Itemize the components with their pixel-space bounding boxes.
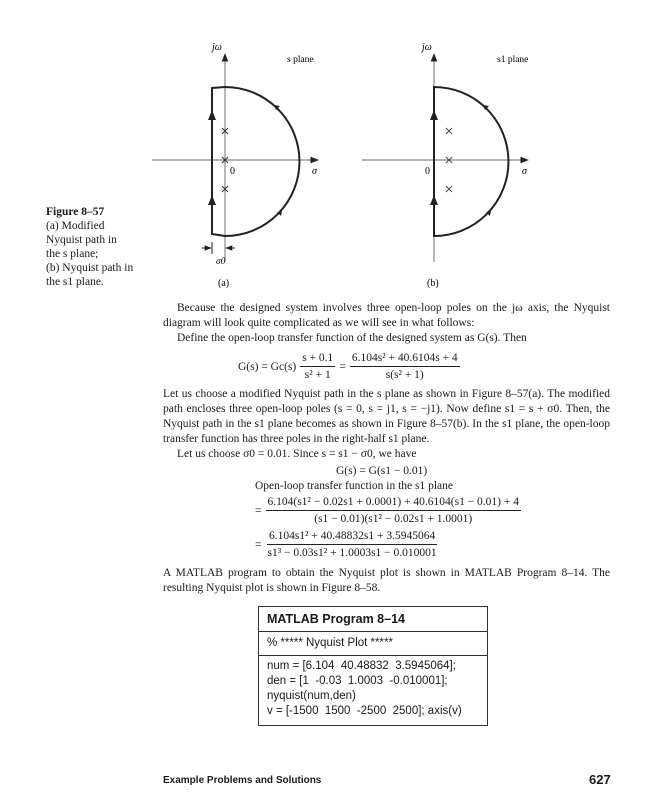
eq-lhs: G(s) = Gc(s) <box>238 360 297 373</box>
caption-line: (a) Modified <box>46 220 105 232</box>
caption-line: (b) Nyquist path in <box>46 262 134 274</box>
eq-num: 6.104s² + 40.6104s + 4 <box>350 351 460 367</box>
plane-label: s1 plane <box>497 55 529 65</box>
eq-den: s² + 1 <box>304 369 331 381</box>
panel-b-s1-plane <box>362 42 528 289</box>
footer-section: Example Problems and Solutions <box>163 775 322 786</box>
equation-g-s <box>238 351 610 382</box>
eq-den: (s1 − 0.01)(s1² − 0.02s1 + 1.0001) <box>314 513 473 525</box>
plane-label: s plane <box>287 55 314 65</box>
panel-a-label: (a) <box>218 278 230 289</box>
program-title: MATLAB Program 8–14 <box>259 607 487 632</box>
eq-sign: = <box>255 538 262 551</box>
caption-line: the s1 plane. <box>46 276 104 288</box>
paragraph-3: Let us choose a modified Nyquist path in the s plane as shown in Figure 8–57(a). The modified path encloses three open-loop poles (s = 0, s = j1, s = −j1). Now define s1 = s + σ0. Then, the Nyquist path in the s1 plane becomes as shown in Figure 8–57(b). In the s1 plane, the open-loop transfer function has three poles in the right-half s1 plane. <box>163 388 610 445</box>
sigma-label: σ <box>522 166 527 177</box>
origin-label: 0 <box>425 166 430 177</box>
paragraph-4: Let us choose σ0 = 0.01. Since s = s1 − σ0, we have <box>177 448 417 460</box>
eq-num: 6.104(s1² − 0.02s1 + 0.0001) + 40.6104(s1 − 0.01) + 4 <box>266 495 522 511</box>
paragraph-2: Define the open-loop transfer function of the designed system as G(s). Then <box>177 332 527 344</box>
code-line: num = [6.104 40.48832 3.5945064]; <box>267 660 456 672</box>
jw-label: jω <box>212 42 222 53</box>
eq-num: s + 0.1 <box>300 351 335 367</box>
eq-den: s(s² + 1) <box>385 369 424 381</box>
equation-shift: G(s) = G(s1 − 0.01) <box>336 465 428 477</box>
page-number: 627 <box>589 772 611 787</box>
sigma-label: σ <box>312 166 317 177</box>
matlab-program-box <box>258 606 488 726</box>
caption-title: Figure 8–57 <box>46 206 105 218</box>
code-line: den = [1 -0.03 1.0003 -0.010001]; <box>267 675 448 687</box>
caption-line: the s plane; <box>46 248 99 260</box>
code-line: v = [-1500 1500 -2500 2500]; axis(v) <box>267 705 462 717</box>
body-text <box>163 301 610 726</box>
figure-caption <box>46 205 156 289</box>
sigma0-label: σ0 <box>216 257 226 267</box>
panel-a-s-plane <box>152 42 318 289</box>
eq-num: 6.104s1² + 40.48832s1 + 3.5945064 <box>267 529 437 545</box>
divider <box>259 655 487 656</box>
caption-line: Nyquist path in <box>46 234 117 246</box>
jw-label: jω <box>422 42 432 53</box>
program-comment: % ***** Nyquist Plot ***** <box>267 637 393 649</box>
eq-sign: = <box>255 504 262 517</box>
code-line: nyquist(num,den) <box>267 690 356 702</box>
equation-final <box>255 529 610 560</box>
origin-label: 0 <box>230 166 235 177</box>
paragraph-1: Because the designed system involves three open-loop poles on the jω axis, the Nyquist diagram will look quite complicated as we will see in what follows: <box>163 302 610 329</box>
eq-den: s1³ − 0.03s1² + 1.0003s1 − 0.010001 <box>267 547 437 559</box>
equation-expanded <box>255 495 610 526</box>
paragraph-5: A MATLAB program to obtain the Nyquist plot is shown in MATLAB Program 8–14. The resulting Nyquist plot is shown in Figure 8–58. <box>163 567 610 594</box>
nyquist-path <box>434 87 508 236</box>
equation-label: Open-loop transfer function in the s1 plane <box>255 480 453 492</box>
panel-b-label: (b) <box>427 278 439 289</box>
eq-sign: = <box>339 360 346 373</box>
